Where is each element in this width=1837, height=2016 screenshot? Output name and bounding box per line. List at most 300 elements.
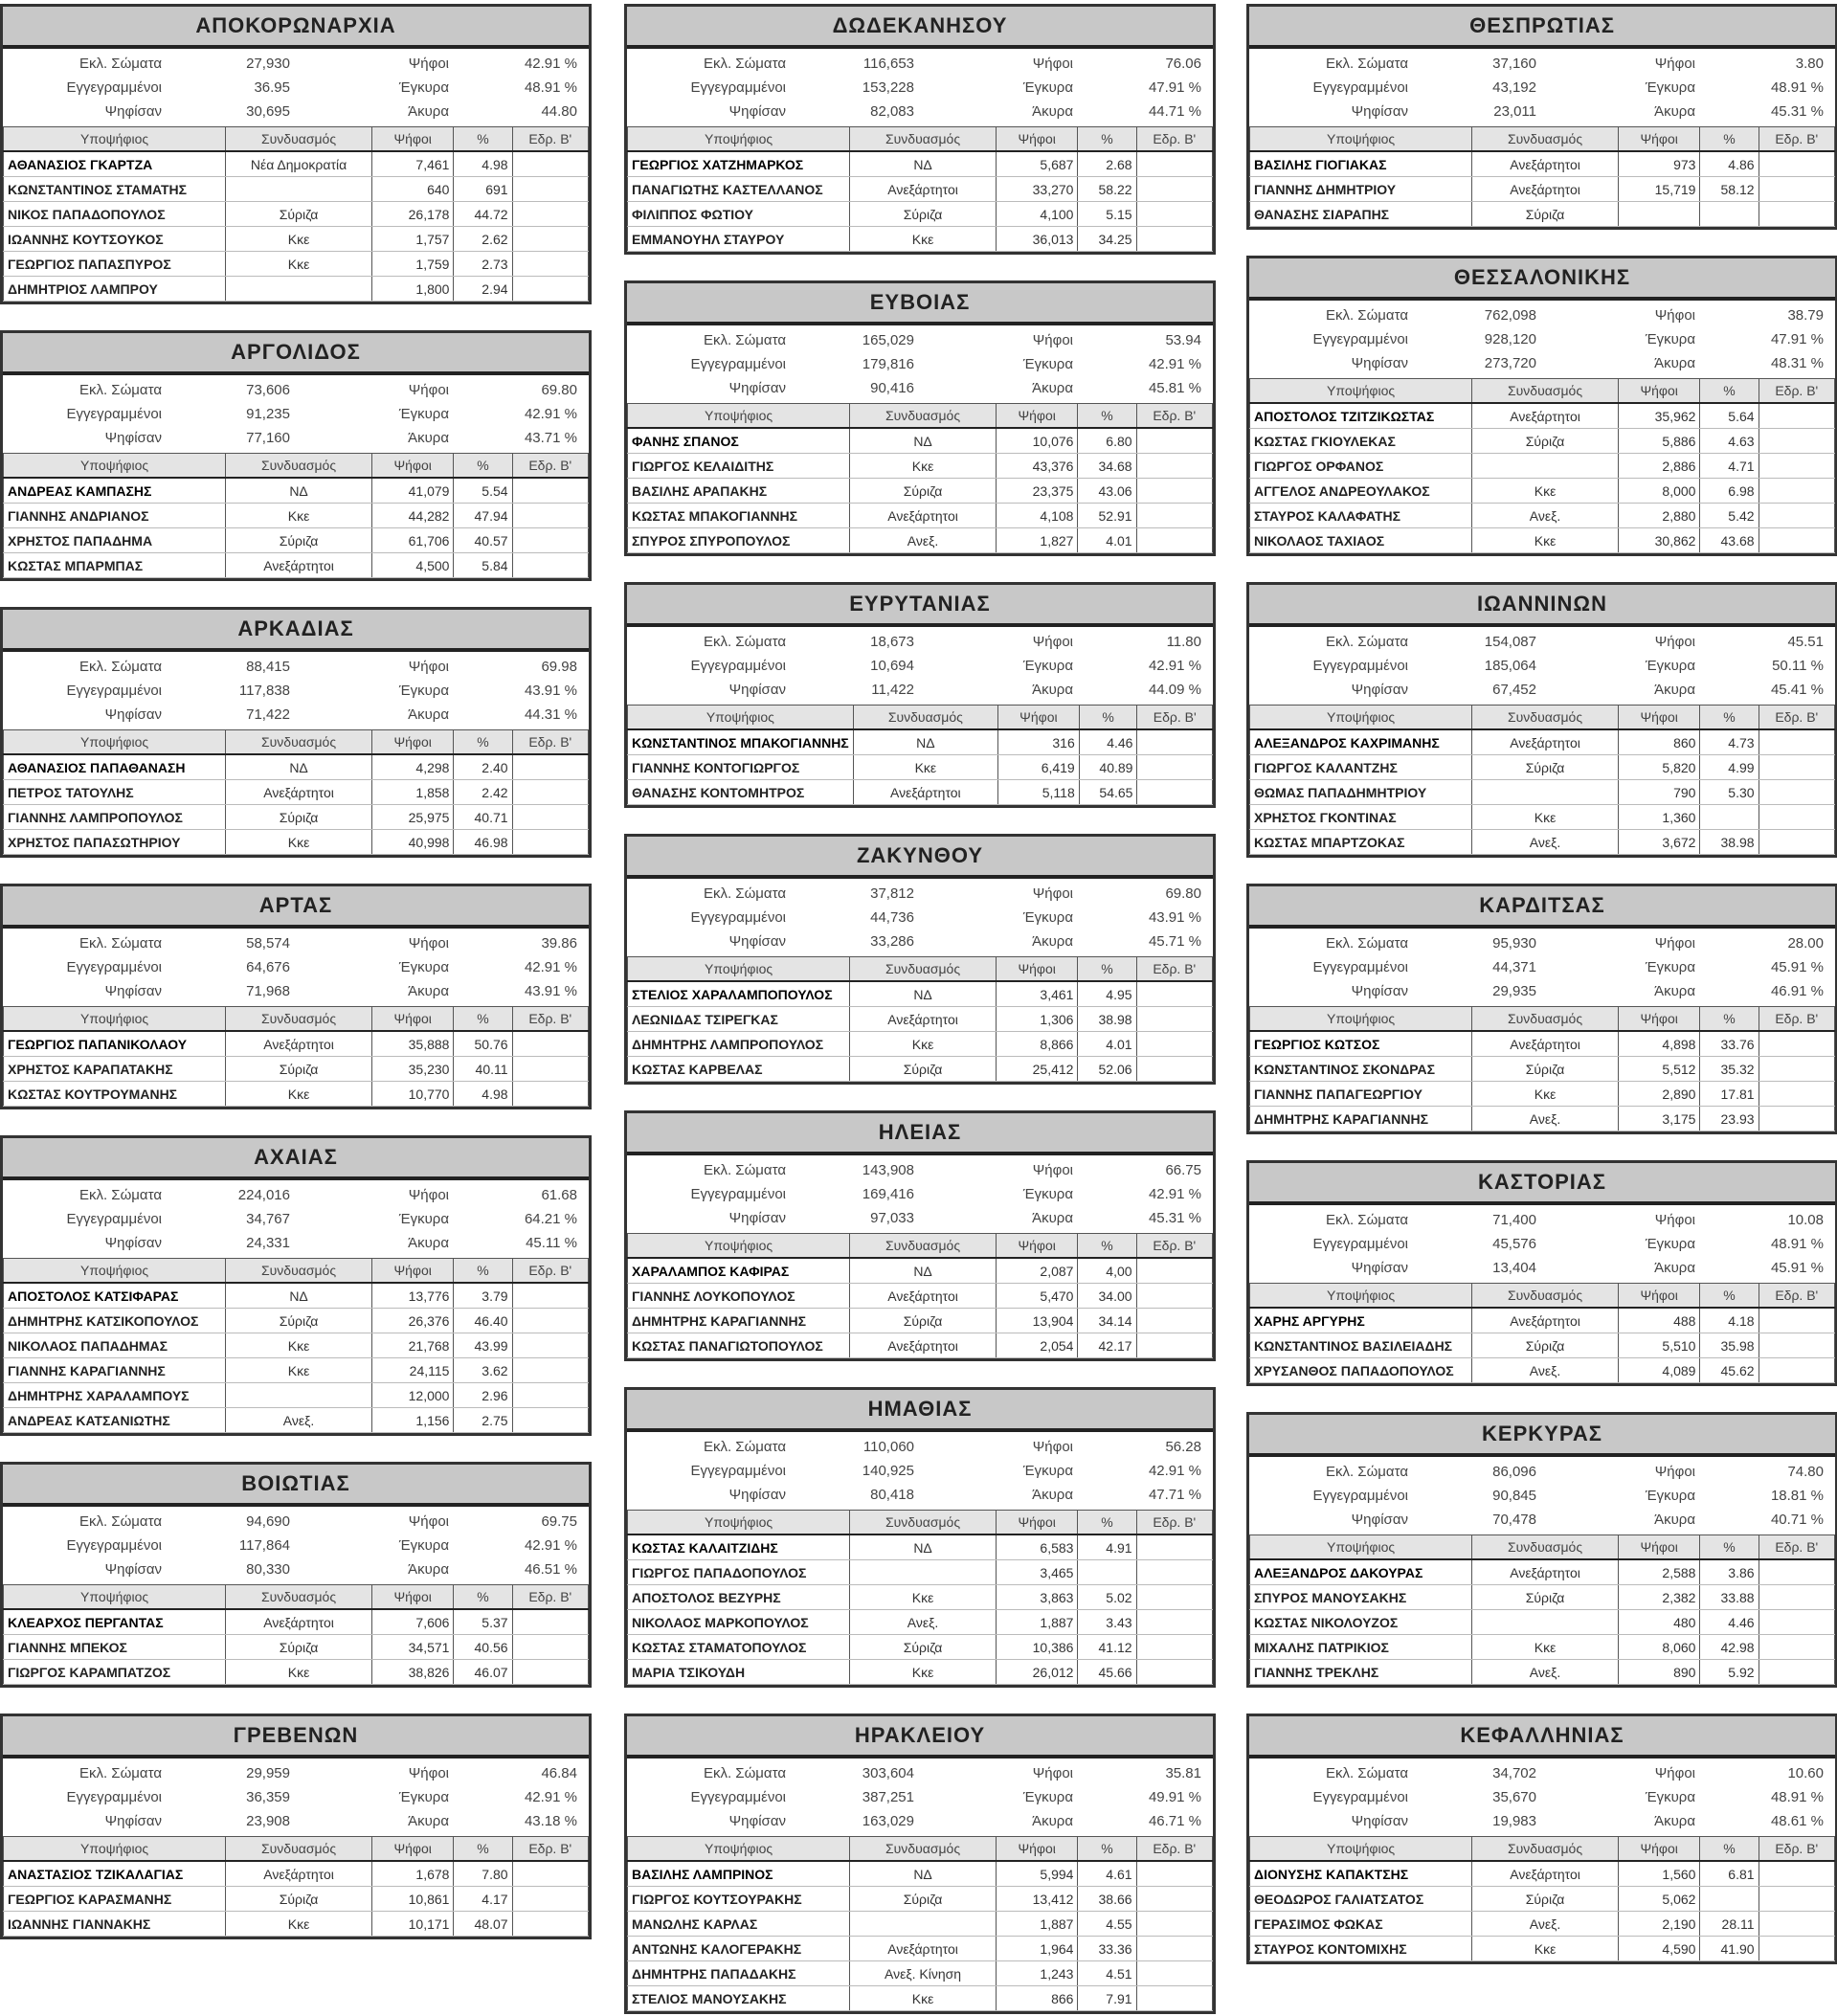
column-header: Ψήφοι [1618, 1007, 1700, 1032]
summary-value: 45,576 [1492, 1236, 1536, 1252]
summary-row [9, 955, 296, 979]
cell-num: 860 [1618, 729, 1700, 755]
cell-seat [1759, 755, 1834, 780]
summary-label: Εγγεγραμμένοι [66, 1537, 162, 1554]
column-header: Υποψήφιος [628, 127, 850, 152]
summary-label: Έγκυρα [398, 1537, 449, 1554]
summary-label: Άκυρα [1032, 1487, 1073, 1503]
cell-name: ΑΘΑΝΑΣΙΟΣ ΓΚΑΡΤΖΑ [4, 151, 226, 177]
summary-value: 36.95 [254, 79, 290, 96]
cell-seat [512, 1031, 588, 1057]
summary-row [9, 378, 296, 402]
column-header: Εδρ. Β' [1759, 1007, 1834, 1032]
summary-value: 154,087 [1484, 634, 1536, 650]
summary-label: Ψήφοι [1032, 1439, 1073, 1455]
summary-row [633, 1459, 920, 1483]
cell-party [226, 1383, 372, 1408]
summary-row [633, 1809, 920, 1833]
cell-num: 2,087 [996, 1258, 1078, 1284]
column-header: Συνδυασμός [1472, 706, 1619, 730]
summary-label: Άκυρα [1032, 103, 1073, 120]
region-panel [624, 834, 1216, 1085]
cell-name: ΓΙΑΝΝΗΣ ΔΗΜΗΤΡΙΟΥ [1250, 177, 1472, 202]
cell-name: ΓΙΑΝΝΗΣ ΤΡΕΚΛΗΣ [1250, 1660, 1472, 1685]
cell-name: ΕΜΜΑΝΟΥΗΛ ΣΤΑΥΡΟΥ [628, 227, 850, 252]
summary-value: 117,864 [238, 1537, 290, 1554]
summary-block [3, 49, 589, 126]
summary-block [1249, 1758, 1835, 1836]
table-row [1250, 1333, 1835, 1358]
summary-value: 18,673 [870, 634, 914, 650]
results-table [1249, 378, 1835, 553]
cell-pct: 50.76 [454, 1031, 512, 1057]
cell-num: 7,606 [371, 1609, 454, 1635]
cell-party: Σύριζα [226, 1635, 372, 1660]
summary-row [633, 52, 920, 76]
column-header: Ψήφοι [998, 706, 1080, 730]
column-header: Συνδυασμός [850, 1511, 997, 1535]
cell-party: ΝΔ [850, 981, 997, 1007]
cell-party: Ανεξ. [850, 528, 997, 553]
cell-num: 61,706 [371, 528, 454, 553]
table-row [4, 252, 589, 277]
summary-label: Εγγεγραμμένοι [66, 1789, 162, 1805]
cell-name: ΔΙΟΝΥΣΗΣ ΚΑΠΑΚΤΣΗΣ [1250, 1861, 1472, 1887]
cell-seat [1759, 1031, 1834, 1057]
cell-name: ΝΙΚΟΛΑΟΣ ΠΑΠΑΔΗΜΑΣ [4, 1333, 226, 1358]
table-row [4, 1635, 589, 1660]
table-row [4, 1333, 589, 1358]
cell-pct: 42.98 [1700, 1635, 1759, 1660]
cell-pct: 40.11 [454, 1057, 512, 1082]
cell-party: Σύριζα [1472, 202, 1619, 227]
column-header: Συνδυασμός [226, 1585, 372, 1610]
cell-pct [1078, 1560, 1136, 1585]
summary-value: 110,060 [862, 1439, 914, 1455]
cell-num: 1,964 [996, 1937, 1078, 1961]
cell-num: 25,412 [996, 1057, 1078, 1082]
summary-label: Ψήφοι [1032, 1162, 1073, 1178]
summary-value: 45.71 % [1148, 933, 1201, 950]
cell-pct: 33.76 [1700, 1031, 1759, 1057]
cell-name: ΦΙΛΙΠΠΟΣ ΦΩΤΙΟΥ [628, 202, 850, 227]
cell-num: 3,465 [996, 1560, 1078, 1585]
cell-pct: 41.90 [1700, 1937, 1759, 1961]
column-header: Εδρ. Β' [512, 1259, 588, 1284]
cell-party: Ανεξ. [1472, 504, 1619, 528]
cell-seat [1136, 1961, 1212, 1986]
summary-label: Ψηφίσαν [728, 1813, 786, 1829]
summary-block [627, 879, 1213, 956]
cell-num: 10,076 [996, 428, 1078, 454]
cell-name: ΣΤΕΛΙΟΣ ΜΑΝΟΥΣΑΚΗΣ [628, 1986, 850, 2011]
summary-value: 43.91 % [524, 683, 577, 699]
summary-label: Ψηφίσαν [1351, 1512, 1408, 1528]
cell-pct: 47.94 [454, 504, 512, 528]
summary-value: 34,702 [1492, 1765, 1536, 1781]
cell-pct: 43.68 [1700, 528, 1759, 553]
cell-num: 5,886 [1618, 429, 1700, 454]
cell-seat [1136, 528, 1212, 553]
summary-label: Άκυρα [1654, 983, 1695, 999]
cell-seat [512, 1408, 588, 1433]
table-row [1250, 755, 1835, 780]
cell-name: ΠΑΝΑΓΙΩΤΗΣ ΚΑΣΤΕΛΛΑΝΟΣ [628, 177, 850, 202]
summary-label: Άκυρα [1654, 103, 1695, 120]
column-header: Συνδυασμός [850, 957, 997, 982]
summary-row [920, 1785, 1207, 1809]
cell-seat [512, 1283, 588, 1309]
cell-name: ΚΩΣΤΑΣ ΝΙΚΟΛΟΥΖΟΣ [1250, 1610, 1472, 1635]
cell-party: Σύριζα [1472, 1057, 1619, 1082]
table-row [1250, 1660, 1835, 1685]
summary-value: 48.91 % [1770, 1236, 1824, 1252]
cell-pct: 43.06 [1078, 479, 1136, 504]
summary-row [1255, 100, 1542, 123]
column-header: % [1078, 957, 1136, 982]
column-header: % [454, 1259, 512, 1284]
table-row [628, 729, 1213, 755]
table-row [1250, 1082, 1835, 1107]
column-header: Ψήφοι [996, 1234, 1078, 1259]
summary-value: 86,096 [1492, 1464, 1536, 1480]
cell-num: 6,419 [998, 755, 1080, 780]
summary-label: Εγγεγραμμένοι [66, 1211, 162, 1227]
column-header: Συνδυασμός [850, 404, 997, 429]
cell-name: ΓΙΩΡΓΟΣ ΚΟΥΤΣΟΥΡΑΚΗΣ [628, 1887, 850, 1912]
cell-name: ΧΡΗΣΤΟΣ ΚΑΡΑΠΑΤΑΚΗΣ [4, 1057, 226, 1082]
cell-party: Κκε [1472, 528, 1619, 553]
summary-row [1255, 1484, 1542, 1508]
cell-name: ΑΓΓΕΛΟΣ ΑΝΔΡΕΟΥΛΑΚΟΣ [1250, 479, 1472, 504]
region-panel [624, 1110, 1216, 1361]
summary-label: Άκυρα [1654, 355, 1695, 371]
column-header: Συνδυασμός [1472, 127, 1619, 152]
column-header: Ψήφοι [1618, 1535, 1700, 1560]
column-header: Συνδυασμός [850, 1837, 997, 1862]
cell-seat [1136, 1032, 1212, 1057]
table-row [628, 1007, 1213, 1032]
column-header: Εδρ. Β' [1137, 706, 1213, 730]
summary-label: Ψήφοι [1032, 56, 1073, 72]
table-row [628, 1333, 1213, 1358]
summary-label: Ψήφοι [1032, 1765, 1073, 1781]
summary-value: 45.91 % [1770, 1260, 1824, 1276]
cell-pct: 58.12 [1700, 177, 1759, 202]
summary-label: Εκλ. Σώματα [703, 1765, 786, 1781]
cell-seat [1136, 202, 1212, 227]
cell-name: ΔΗΜΗΤΡΗΣ ΛΑΜΠΡΟΠΟΥΛΟΣ [628, 1032, 850, 1057]
table-row [628, 177, 1213, 202]
summary-value: 77,160 [246, 430, 290, 446]
cell-party: Κκε [226, 252, 372, 277]
summary-value: 47.71 % [1148, 1487, 1201, 1503]
summary-row [920, 654, 1207, 678]
summary-value: 10,694 [870, 658, 914, 674]
results-table [3, 729, 589, 855]
summary-label: Εγγεγραμμένοι [1312, 79, 1408, 96]
cell-num: 26,178 [371, 202, 454, 227]
cell-pct: 35.98 [1700, 1333, 1759, 1358]
cell-party: Σύριζα [1472, 755, 1619, 780]
table-row [628, 202, 1213, 227]
cell-num: 1,887 [996, 1912, 1078, 1937]
cell-party: Σύριζα [226, 528, 372, 553]
region-title: ΘΕΣΠΡΩΤΙΑΣ [1249, 7, 1835, 49]
summary-row [1255, 1232, 1542, 1256]
cell-name: ΑΠΟΣΤΟΛΟΣ ΚΑΤΣΙΦΑΡΑΣ [4, 1283, 226, 1309]
summary-block [627, 1758, 1213, 1836]
column-header: % [454, 1837, 512, 1862]
results-table [1249, 705, 1835, 855]
cell-seat [512, 504, 588, 528]
cell-name: ΓΕΩΡΓΙΟΣ ΚΩΤΣΟΣ [1250, 1031, 1472, 1057]
summary-label: Έγκυρα [1645, 1488, 1695, 1504]
cell-num: 26,376 [371, 1309, 454, 1333]
cell-num: 5,062 [1618, 1887, 1700, 1912]
cell-pct: 40.89 [1079, 755, 1137, 780]
cell-party: Ανεξ. [1472, 1107, 1619, 1131]
summary-label: Εκλ. Σώματα [1325, 1765, 1408, 1781]
summary-value: 44,371 [1492, 959, 1536, 975]
summary-label: Εκλ. Σώματα [703, 634, 786, 650]
table-row [628, 1610, 1213, 1635]
cell-pct: 17.81 [1700, 1082, 1759, 1107]
summary-label: Άκυρα [1032, 1813, 1073, 1829]
cell-pct: 6.80 [1078, 428, 1136, 454]
cell-num: 12,000 [371, 1383, 454, 1408]
summary-block [627, 627, 1213, 705]
summary-value: 44.31 % [524, 706, 577, 723]
cell-seat [512, 227, 588, 252]
summary-label: Ψήφοι [1032, 332, 1073, 348]
column-header: % [1700, 1007, 1759, 1032]
cell-seat [1136, 1937, 1212, 1961]
cell-num: 480 [1618, 1610, 1700, 1635]
table-row [628, 1961, 1213, 1986]
cell-party: Κκε [853, 755, 997, 780]
summary-value: 48.31 % [1770, 355, 1824, 371]
region-panel [1246, 1412, 1837, 1688]
cell-party: ΝΔ [850, 428, 997, 454]
column-header: Ψήφοι [371, 1259, 454, 1284]
column-header: Συνδυασμός [1472, 1284, 1619, 1309]
cell-pct: 34.25 [1078, 227, 1136, 252]
cell-pct: 3.86 [1700, 1559, 1759, 1585]
summary-value: 64.21 % [524, 1211, 577, 1227]
summary-row [1542, 100, 1829, 123]
column-header: Υποψήφιος [1250, 127, 1472, 152]
table-row [4, 528, 589, 553]
summary-row [633, 882, 920, 906]
summary-label: Έγκυρα [1022, 79, 1073, 96]
region-title: ΙΩΑΝΝΙΝΩΝ [1249, 585, 1835, 627]
cell-name: ΚΛΕΑΡΧΟΣ ΠΕΡΓΑΝΤΑΣ [4, 1609, 226, 1635]
summary-value: 42.91 % [1148, 1186, 1201, 1202]
cell-party: Σύριζα [226, 1887, 372, 1912]
cell-name: ΘΩΜΑΣ ΠΑΠΑΔΗΜΗΤΡΙΟΥ [1250, 780, 1472, 805]
summary-value: 44,736 [870, 909, 914, 926]
cell-seat [1759, 1585, 1834, 1610]
cell-name: ΚΩΝΣΤΑΝΤΙΝΟΣ ΣΤΑΜΑΤΗΣ [4, 177, 226, 202]
column-header: % [454, 1585, 512, 1610]
summary-value: 35,670 [1492, 1789, 1536, 1805]
cell-name: ΚΩΣΤΑΣ ΜΠΑΡΜΠΑΣ [4, 553, 226, 578]
summary-row [1255, 654, 1542, 678]
cell-seat [1759, 1333, 1834, 1358]
cell-party: Σύριζα [1472, 1333, 1619, 1358]
summary-value: 43.71 % [524, 430, 577, 446]
summary-label: Έγκυρα [398, 1789, 449, 1805]
summary-block [1249, 627, 1835, 705]
cell-num: 33,270 [996, 177, 1078, 202]
summary-row [1255, 303, 1542, 327]
summary-label: Ψήφοι [1654, 56, 1695, 72]
summary-value: 273,720 [1484, 355, 1536, 371]
summary-value: 185,064 [1484, 658, 1536, 674]
summary-label: Ψηφίσαν [728, 682, 786, 698]
results-table [3, 1836, 589, 1937]
table-row [1250, 1358, 1835, 1383]
column-header: Ψήφοι [1618, 706, 1700, 730]
cell-pct: 44.72 [454, 202, 512, 227]
cell-seat [1136, 1007, 1212, 1032]
summary-row [296, 703, 583, 727]
summary-label: Ψηφίσαν [1351, 983, 1408, 999]
results-table [3, 453, 589, 578]
cell-pct: 4.95 [1078, 981, 1136, 1007]
summary-label: Ψηφίσαν [1351, 1813, 1408, 1829]
summary-block [1249, 929, 1835, 1006]
column-header: Εδρ. Β' [1759, 127, 1834, 152]
summary-row [296, 1207, 583, 1231]
summary-value: 76.06 [1165, 56, 1201, 72]
cell-party: Ανεξάρτητοι [1472, 1861, 1619, 1887]
cell-num: 4,500 [371, 553, 454, 578]
column-header: Ψήφοι [371, 1585, 454, 1610]
table-row [4, 1057, 589, 1082]
summary-label: Εκλ. Σώματα [1325, 634, 1408, 650]
region-panel [624, 280, 1216, 556]
summary-label: Ψηφίσαν [104, 983, 162, 999]
cell-num: 2,190 [1618, 1912, 1700, 1937]
cell-name: ΓΙΑΝΝΗΣ ΜΠΕΚΟΣ [4, 1635, 226, 1660]
cell-pct: 4.17 [454, 1887, 512, 1912]
summary-row [633, 376, 920, 400]
summary-row [9, 703, 296, 727]
cell-pct: 2.73 [454, 252, 512, 277]
summary-row [1255, 52, 1542, 76]
summary-row [1542, 1256, 1829, 1280]
cell-name: ΔΗΜΗΤΡΗΣ ΚΑΤΣΙΚΟΠΟΥΛΟΣ [4, 1309, 226, 1333]
summary-row [633, 1158, 920, 1182]
summary-row [296, 679, 583, 703]
cell-name: ΚΩΣΤΑΣ ΚΑΛΑΙΤΖΙΔΗΣ [628, 1534, 850, 1560]
cell-seat [1136, 1284, 1212, 1309]
cell-name: ΔΗΜΗΤΡΙΟΣ ΛΑΜΠΡΟΥ [4, 277, 226, 302]
cell-party: Ανεξάρτητοι [1472, 729, 1619, 755]
summary-row [9, 1207, 296, 1231]
cell-num: 640 [371, 177, 454, 202]
column-header: Υποψήφιος [4, 730, 226, 755]
summary-value: 116,653 [862, 56, 914, 72]
table-row [628, 1912, 1213, 1937]
summary-label: Άκυρα [408, 706, 449, 723]
summary-value: 44.71 % [1148, 103, 1201, 120]
table-row [1250, 151, 1835, 177]
cell-name: ΑΝΔΡΕΑΣ ΚΑΤΣΑΝΙΩΤΗΣ [4, 1408, 226, 1433]
summary-value: 39.86 [541, 935, 577, 952]
summary-label: Εγγεγραμμένοι [1312, 331, 1408, 347]
summary-row [1255, 1809, 1542, 1833]
column-header: Εδρ. Β' [1759, 379, 1834, 404]
cell-seat [1136, 1585, 1212, 1610]
table-row [628, 981, 1213, 1007]
summary-label: Εκλ. Σώματα [1325, 1464, 1408, 1480]
cell-pct: 52.06 [1078, 1057, 1136, 1082]
cell-party: Κκε [850, 454, 997, 479]
results-table [627, 126, 1213, 252]
cell-num: 10,770 [371, 1082, 454, 1107]
cell-num: 866 [996, 1986, 1078, 2011]
summary-row [920, 1182, 1207, 1206]
summary-label: Ψήφοι [408, 382, 449, 398]
table-row [1250, 454, 1835, 479]
cell-name: ΓΙΑΝΝΗΣ ΛΑΜΠΡΟΠΟΥΛΟΣ [4, 805, 226, 830]
summary-label: Άκυρα [1654, 1512, 1695, 1528]
summary-value: 38.79 [1787, 307, 1824, 324]
summary-row [920, 1158, 1207, 1182]
region-title: ΖΑΚΥΝΘΟΥ [627, 837, 1213, 879]
cell-seat [1759, 504, 1834, 528]
cell-name: ΧΡΗΣΤΟΣ ΓΚΟΝΤΙΝΑΣ [1250, 805, 1472, 830]
summary-value: 47.91 % [1770, 331, 1824, 347]
cell-pct: 5.37 [454, 1609, 512, 1635]
cell-pct: 6.81 [1700, 1861, 1759, 1887]
column-header: % [1700, 1535, 1759, 1560]
cell-name: ΔΗΜΗΤΡΗΣ ΠΑΠΑΔΑΚΗΣ [628, 1961, 850, 1986]
cell-name: ΚΩΝΣΤΑΝΤΙΝΟΣ ΜΠΑΚΟΓΙΑΝΝΗΣ [628, 729, 854, 755]
cell-num: 1,560 [1618, 1861, 1700, 1887]
cell-num: 13,412 [996, 1887, 1078, 1912]
cell-name: ΘΑΝΑΣΗΣ ΚΟΝΤΟΜΗΤΡΟΣ [628, 780, 854, 805]
summary-row [1255, 327, 1542, 351]
summary-label: Έγκυρα [1645, 79, 1695, 96]
cell-pct: 5.02 [1078, 1585, 1136, 1610]
summary-row [296, 979, 583, 1003]
table-row [1250, 1937, 1835, 1961]
cell-name: ΓΙΑΝΝΗΣ ΚΑΡΑΓΙΑΝΝΗΣ [4, 1358, 226, 1383]
summary-row [1255, 351, 1542, 375]
table-row [628, 1635, 1213, 1660]
summary-label: Άκυρα [1654, 682, 1695, 698]
summary-row [1255, 955, 1542, 979]
cell-num: 35,962 [1618, 403, 1700, 429]
cell-seat [1759, 202, 1834, 227]
region-panel [0, 330, 592, 581]
cell-name: ΒΑΣΙΛΗΣ ΑΡΑΠΑΚΗΣ [628, 479, 850, 504]
summary-label: Ψηφίσαν [1351, 682, 1408, 698]
cell-num: 2,382 [1618, 1585, 1700, 1610]
cell-pct: 4.61 [1078, 1861, 1136, 1887]
summary-row [296, 931, 583, 955]
column-header: Εδρ. Β' [512, 1585, 588, 1610]
summary-row [1255, 931, 1542, 955]
cell-party: Σύριζα [226, 805, 372, 830]
cell-name: ΚΩΣΤΑΣ ΓΚΙΟΥΛΕΚΑΣ [1250, 429, 1472, 454]
table-row [628, 528, 1213, 553]
summary-value: 42.91 % [524, 1537, 577, 1554]
